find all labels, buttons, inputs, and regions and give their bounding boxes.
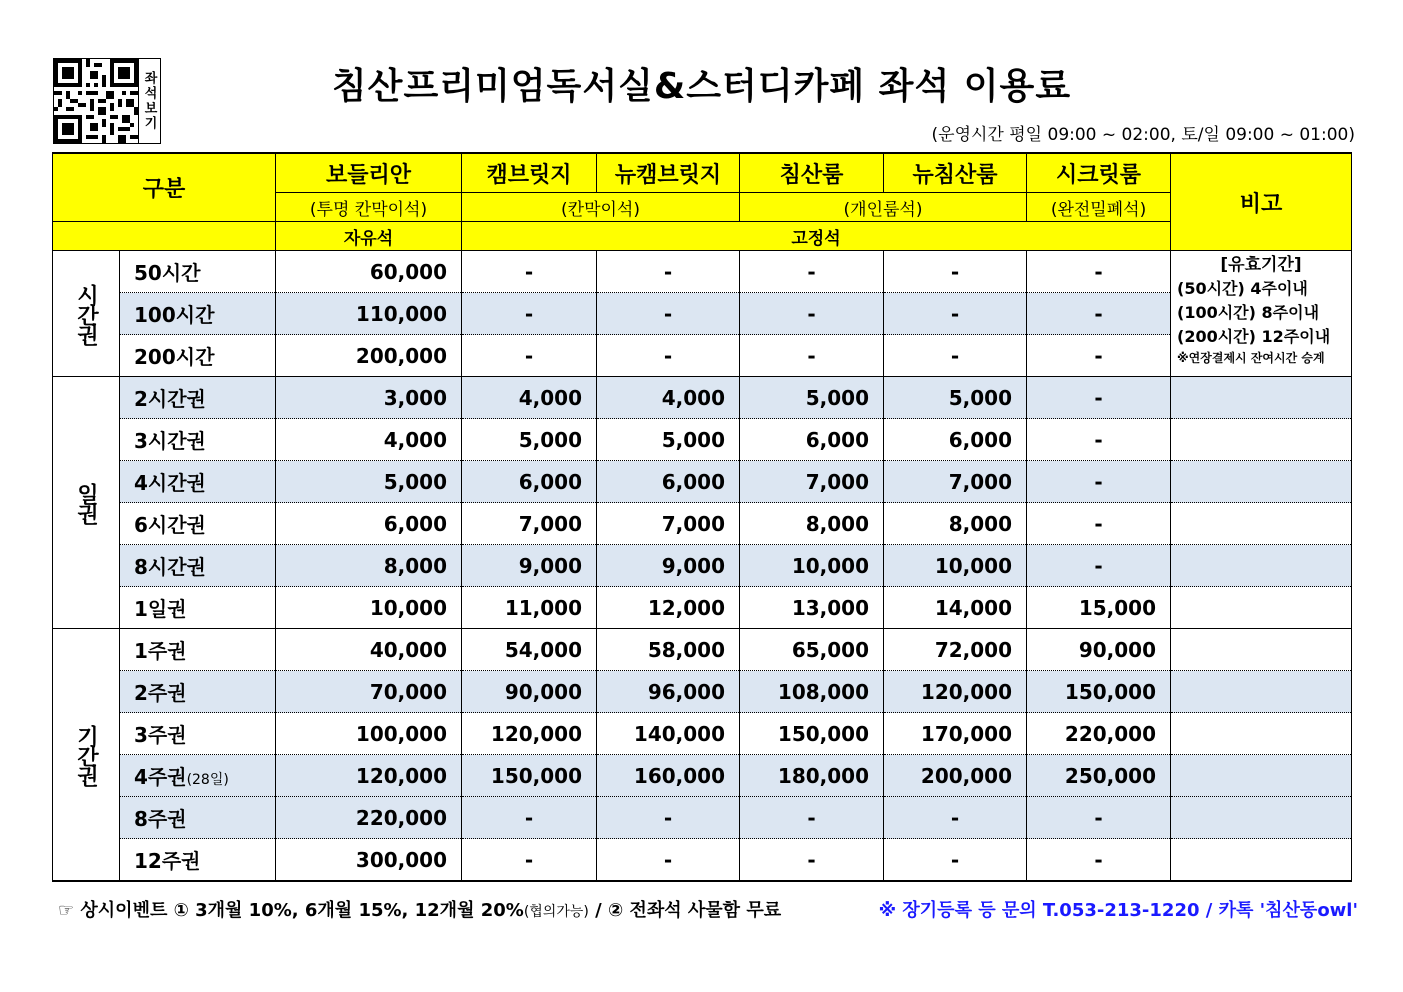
price-cell: 8,000 xyxy=(276,545,462,587)
price-cell: 14,000 xyxy=(884,587,1027,629)
price-cell: 120,000 xyxy=(462,713,597,755)
row-label: 12주권 xyxy=(120,839,276,882)
header-seat-free: 자유석 xyxy=(276,222,462,251)
row-label: 3주권 xyxy=(120,713,276,755)
price-cell: 108,000 xyxy=(740,671,884,713)
price-cell: - xyxy=(884,797,1027,839)
remarks-cell xyxy=(1171,713,1352,755)
price-cell: - xyxy=(597,797,740,839)
price-cell: - xyxy=(462,251,597,293)
row-label: 8주권 xyxy=(120,797,276,839)
row-label: 50시간 xyxy=(120,251,276,293)
price-cell: 6,000 xyxy=(462,461,597,503)
table-row xyxy=(53,629,1352,671)
price-cell: - xyxy=(740,251,884,293)
price-cell: 65,000 xyxy=(740,629,884,671)
table-row xyxy=(53,251,1352,293)
price-cell: 8,000 xyxy=(740,503,884,545)
price-cell: - xyxy=(597,839,740,882)
price-cell: 10,000 xyxy=(884,545,1027,587)
row-label: 100시간 xyxy=(120,293,276,335)
group-time-pass: 시간권 xyxy=(53,251,120,377)
price-cell: 5,000 xyxy=(740,377,884,419)
price-cell: - xyxy=(884,293,1027,335)
table-row xyxy=(53,755,1352,797)
header-type-transparent: (투명 칸막이석) xyxy=(276,193,462,222)
price-cell: 220,000 xyxy=(1027,713,1171,755)
qr-label: 좌석보기 xyxy=(138,58,161,144)
footer xyxy=(58,896,1358,922)
fee-table xyxy=(52,152,1352,882)
price-cell: - xyxy=(1027,545,1171,587)
table-row xyxy=(53,377,1352,419)
price-cell: 54,000 xyxy=(462,629,597,671)
header-room-new-chimsan: 뉴침산룸 xyxy=(884,153,1027,193)
remarks-cell xyxy=(1171,377,1352,419)
footer-contact: ※ 장기등록 등 문의 T.053-213-1220 / 카톡 '침산동owl' xyxy=(878,900,1358,921)
price-cell: 6,000 xyxy=(276,503,462,545)
price-cell: 90,000 xyxy=(1027,629,1171,671)
price-cell: 7,000 xyxy=(740,461,884,503)
price-cell: 100,000 xyxy=(276,713,462,755)
price-cell: 220,000 xyxy=(276,797,462,839)
price-cell: - xyxy=(1027,377,1171,419)
price-cell: 58,000 xyxy=(597,629,740,671)
price-cell: - xyxy=(462,335,597,377)
remarks-cell xyxy=(1171,797,1352,839)
table-row xyxy=(53,797,1352,839)
price-cell: 70,000 xyxy=(276,671,462,713)
header-room-secret: 시크릿룸 xyxy=(1027,153,1171,193)
header-type-partition: (칸막이석) xyxy=(462,193,740,222)
price-cell: 5,000 xyxy=(276,461,462,503)
price-cell: - xyxy=(597,293,740,335)
price-cell: 250,000 xyxy=(1027,755,1171,797)
row-label: 1일권 xyxy=(120,587,276,629)
row-label: 1주권 xyxy=(120,629,276,671)
page-title: 침산프리미엄독서실&스터디카페 좌석 이용료 xyxy=(331,66,1072,107)
remarks-cell xyxy=(1171,545,1352,587)
price-cell: 200,000 xyxy=(884,755,1027,797)
remarks-cell xyxy=(1171,629,1352,671)
price-cell: 120,000 xyxy=(276,755,462,797)
table-row xyxy=(53,293,1352,335)
header-seat-fixed: 고정석 xyxy=(462,222,1171,251)
price-cell: 7,000 xyxy=(884,461,1027,503)
price-cell: 150,000 xyxy=(1027,671,1171,713)
price-cell: 11,000 xyxy=(462,587,597,629)
price-cell: 180,000 xyxy=(740,755,884,797)
price-cell: - xyxy=(1027,419,1171,461)
group-day-pass: 일권 xyxy=(53,377,120,629)
price-cell: 8,000 xyxy=(884,503,1027,545)
price-cell: - xyxy=(740,293,884,335)
header-room-chimsan: 침산룸 xyxy=(740,153,884,193)
price-cell: - xyxy=(884,251,1027,293)
price-cell: - xyxy=(1027,839,1171,882)
price-cell: - xyxy=(462,839,597,882)
row-label: 2시간권 xyxy=(120,377,276,419)
price-cell: 4,000 xyxy=(462,377,597,419)
price-cell: - xyxy=(884,839,1027,882)
price-cell: 110,000 xyxy=(276,293,462,335)
price-cell: 15,000 xyxy=(1027,587,1171,629)
price-cell: 150,000 xyxy=(740,713,884,755)
remarks-cell xyxy=(1171,755,1352,797)
price-cell: 140,000 xyxy=(597,713,740,755)
price-cell: 4,000 xyxy=(276,419,462,461)
price-cell: 5,000 xyxy=(597,419,740,461)
row-label: 8시간권 xyxy=(120,545,276,587)
price-cell: - xyxy=(740,797,884,839)
remarks-cell xyxy=(1171,839,1352,882)
price-cell: - xyxy=(1027,293,1171,335)
validity-note: [유효기간] (50시간) 4주이내 (100시간) 8주이내 (200시간) 12주이내 ※연장결제시 잔여시간 승계 xyxy=(1171,251,1352,377)
price-cell: 160,000 xyxy=(597,755,740,797)
row-label: 200시간 xyxy=(120,335,276,377)
header-room-new-cambridge: 뉴캠브릿지 xyxy=(597,153,740,193)
price-cell: 10,000 xyxy=(276,587,462,629)
row-label: 3시간권 xyxy=(120,419,276,461)
price-cell: 6,000 xyxy=(740,419,884,461)
price-cell: - xyxy=(462,797,597,839)
price-cell: 10,000 xyxy=(740,545,884,587)
price-cell: 5,000 xyxy=(462,419,597,461)
row-label: 4주권(28일) xyxy=(120,755,276,797)
price-cell: - xyxy=(1027,797,1171,839)
price-cell: - xyxy=(1027,335,1171,377)
header-type-private-room: (개인룸석) xyxy=(740,193,1027,222)
price-cell: - xyxy=(597,335,740,377)
price-cell: 9,000 xyxy=(597,545,740,587)
price-cell: 13,000 xyxy=(740,587,884,629)
price-cell: 200,000 xyxy=(276,335,462,377)
price-cell: 5,000 xyxy=(884,377,1027,419)
table-row xyxy=(53,461,1352,503)
price-cell: 150,000 xyxy=(462,755,597,797)
footer-event: ☞ 상시이벤트 ① 3개월 10%, 6개월 15%, 12개월 20%(협의가능) / ② 전좌석 사물함 무료 xyxy=(58,900,782,921)
row-label: 4시간권 xyxy=(120,461,276,503)
price-cell: 60,000 xyxy=(276,251,462,293)
header-type-sealed: (완전밀폐석) xyxy=(1027,193,1171,222)
price-cell: 7,000 xyxy=(462,503,597,545)
table-row xyxy=(53,503,1352,545)
header-room-bodleian: 보들리안 xyxy=(276,153,462,193)
price-cell: 72,000 xyxy=(884,629,1027,671)
price-cell: - xyxy=(1027,461,1171,503)
header-remarks: 비고 xyxy=(1171,153,1352,251)
price-cell: 170,000 xyxy=(884,713,1027,755)
price-cell: - xyxy=(462,293,597,335)
price-cell: - xyxy=(884,335,1027,377)
price-cell: 120,000 xyxy=(884,671,1027,713)
remarks-cell xyxy=(1171,503,1352,545)
price-cell: 12,000 xyxy=(597,587,740,629)
price-cell: 3,000 xyxy=(276,377,462,419)
price-cell: - xyxy=(740,839,884,882)
table-row xyxy=(53,839,1352,882)
table-row xyxy=(53,671,1352,713)
row-label: 6시간권 xyxy=(120,503,276,545)
price-cell: 7,000 xyxy=(597,503,740,545)
price-cell: - xyxy=(740,335,884,377)
remarks-cell xyxy=(1171,419,1352,461)
header-category: 구분 xyxy=(53,153,276,222)
price-cell: 4,000 xyxy=(597,377,740,419)
price-cell: 6,000 xyxy=(884,419,1027,461)
remarks-cell xyxy=(1171,461,1352,503)
price-cell: 6,000 xyxy=(597,461,740,503)
price-cell: 90,000 xyxy=(462,671,597,713)
price-cell: 9,000 xyxy=(462,545,597,587)
table-row xyxy=(53,713,1352,755)
remarks-cell xyxy=(1171,587,1352,629)
row-label: 2주권 xyxy=(120,671,276,713)
table-row xyxy=(53,335,1352,377)
price-cell: 96,000 xyxy=(597,671,740,713)
price-cell: 40,000 xyxy=(276,629,462,671)
header-room-cambridge: 캠브릿지 xyxy=(462,153,597,193)
price-cell: 300,000 xyxy=(276,839,462,882)
group-period-pass: 기간권 xyxy=(53,629,120,882)
remarks-cell xyxy=(1171,671,1352,713)
table-row xyxy=(53,587,1352,629)
operating-hours: (운영시간 평일 09:00 ~ 02:00, 토/일 09:00 ~ 01:00) xyxy=(931,125,1355,145)
table-row xyxy=(53,419,1352,461)
price-cell: - xyxy=(1027,503,1171,545)
table-row xyxy=(53,545,1352,587)
price-cell: - xyxy=(597,251,740,293)
price-cell: - xyxy=(1027,251,1171,293)
